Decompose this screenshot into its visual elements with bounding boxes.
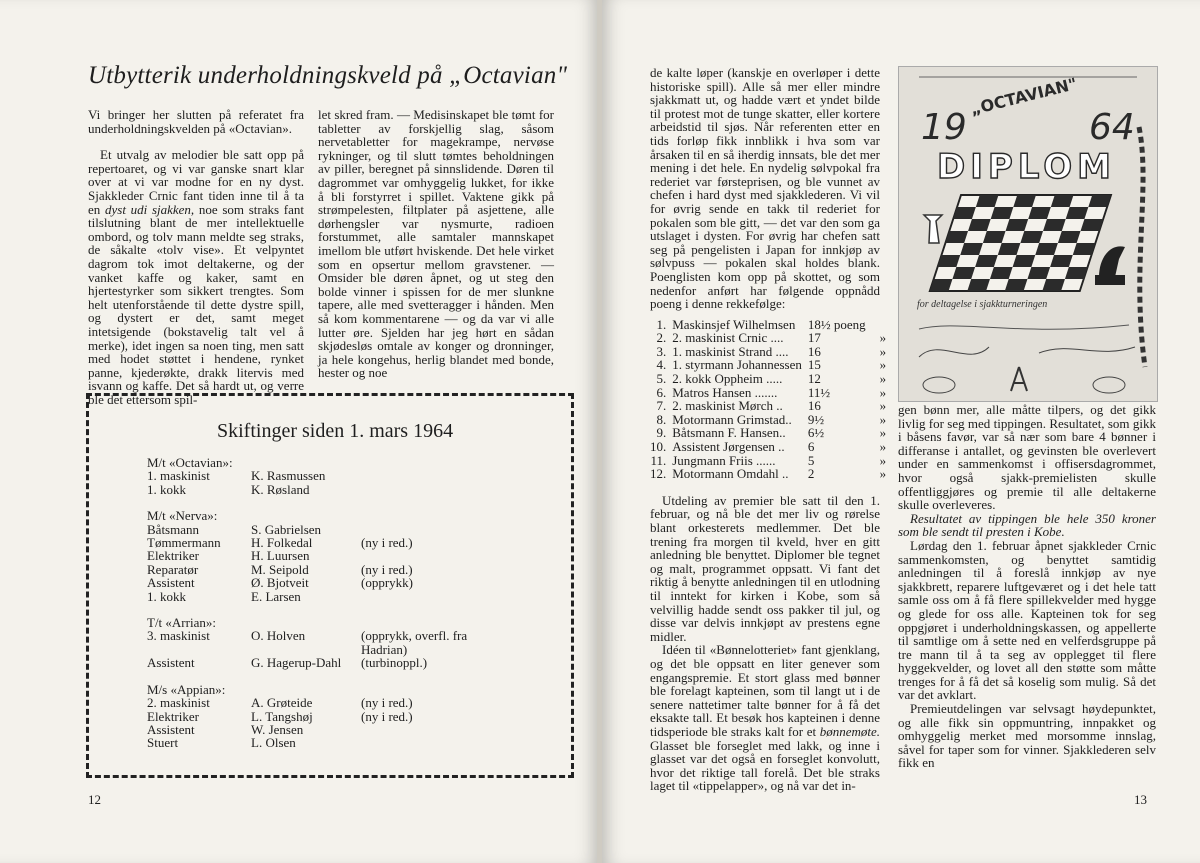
standing-rank: 2. (656, 330, 667, 346)
crew-role: Elektriker (147, 708, 199, 724)
crew-note: (turbinoppl.) (361, 655, 428, 671)
standing-points: 15 (807, 357, 821, 373)
body-paragraph: gen bønn mer, alle måtte tilpers, og det gikk livlig for seg med tippingen. Resultatet, som gikk i båsens favør, var så nær som bare 4 bønner i differanse i antallet, og gevinsten ble overlevert under en sammenkomst i offisersdagrommet, hvor også sjakk-premielisten skulle offentliggjøres og premie til alle deltakerne skulle overleveres. (898, 402, 1156, 513)
body-text: Et utvalg av melodier ble satt opp på repertoaret, og vi var ganske snart klar over at vi var modne for en ny dyst. Sjakkleder Crnic fant tiden inne til å ta en (88, 147, 304, 217)
crew-person: Ø. Bjotveit (251, 575, 309, 591)
crew-role (147, 643, 251, 656)
ship-header-row (147, 496, 467, 522)
board-square (1043, 219, 1066, 231)
crew-role: Båtsmann (147, 521, 199, 537)
standing-row (650, 426, 886, 440)
body-text: Idéen til «Bønnelotteriet» fant gjenklang, og det ble oppsatt en liter genever som engangspremie. Et stort glass med bønner ble forelagt kapteinen, som til langt ut i de senere nattetimer talte bønner for å få det eksakte tall. Et besøk hos kapteinen i denne tidsperiode ble straks kalt for et (650, 642, 880, 739)
ditto-mark (866, 318, 887, 332)
crew-changes-table (147, 456, 467, 750)
standing-row (650, 358, 886, 372)
crew-role: Assistent (147, 721, 195, 737)
standing-name: 1. maskinist Strand .... (672, 343, 789, 359)
standing-points: 16 (807, 398, 821, 414)
board-square (967, 279, 990, 291)
board-square (1013, 255, 1036, 267)
standing-name: Motormann Grimstad.. (672, 411, 792, 427)
right-column-1 (650, 65, 887, 806)
board-square (1013, 195, 1036, 207)
standing-rank: 5. (656, 371, 667, 387)
right-column-2 (898, 403, 1156, 783)
standing-rank: 12. (650, 466, 667, 482)
standing-row (650, 372, 886, 386)
board-square (930, 279, 953, 291)
board-square (1050, 255, 1073, 267)
crew-row (147, 643, 467, 656)
ditto-mark: » (879, 452, 887, 468)
standing-row (650, 386, 886, 400)
standing-rank: 9. (656, 425, 667, 441)
crew-note (361, 483, 467, 496)
page-number: 12 (88, 792, 101, 807)
crew-note (361, 549, 467, 562)
crew-row (147, 736, 467, 749)
ditto-mark: » (879, 439, 887, 455)
crew-person: H. Folkedal (251, 535, 313, 551)
crew-row (147, 563, 467, 576)
body-text: Glasset ble forseglet med lakk, og inne i glasset var det også en forseglet konvolutt, hvor det riktige tall forelå. Det ble straks laget til «tippelapper», og nå var det in- (650, 737, 880, 794)
board-square (1027, 267, 1050, 279)
standing-rank: 10. (650, 439, 667, 455)
body-paragraph (650, 643, 880, 793)
crew-changes-box (86, 393, 574, 778)
crew-person: O. Holven (251, 628, 306, 644)
ship-name: M/t «Octavian»: (147, 455, 233, 470)
ditto-mark: » (879, 384, 887, 400)
italic-phrase: dyst udi sjakken, (104, 201, 195, 217)
diploma-heading: DIPLOM (937, 147, 1116, 187)
crew-person: E. Larsen (251, 588, 301, 604)
standing-rank: 4. (656, 357, 667, 373)
board-square (1066, 207, 1089, 219)
crew-note: (ny i red.) (361, 695, 413, 711)
standing-name: Motormann Omdahl .. (672, 466, 789, 482)
crew-role: Elektriker (147, 548, 199, 564)
crew-note: (ny i red.) (361, 535, 413, 551)
standing-row (650, 318, 886, 332)
crew-note: (ny i red.) (361, 708, 413, 724)
crew-role: 1. kokk (147, 588, 186, 604)
standing-rank: 7. (656, 398, 667, 414)
crew-note: (opprykk, overfl. fra (361, 628, 468, 644)
body-paragraph: Lørdag den 1. februar åpnet sjakkleder Crnic sammenkomsten, og benyttet samtidig anledningen til å foreslå innkjøp av nye sjakkbrett, reparere luftgeværet og i det hele tatt samle oss om å få flere spillekvelder med hygge og glede for oss alle. Kapteinen tok for seg oppgjøret i underholdningskassen, og appellerte til samtlige om å sette ned en velferdsgruppe på tre mann til å ta seg av opplegget til flere hyggekvelder, og lovet all den støtte som måtte trenges for å få det så koselig som mulig. Så det var det avklart. (898, 537, 1156, 703)
crew-note: (opprykk) (361, 575, 413, 591)
ship-name: M/s «Appian»: (147, 681, 226, 697)
italic-paragraph: Resultatet av tippingen ble hele 350 kroner som ble sendt til presten i Kobe. (898, 510, 1156, 540)
crew-row (147, 536, 467, 549)
ditto-mark: » (879, 330, 887, 346)
crew-person: A. Grøteide (251, 695, 313, 711)
crew-person: K. Røsland (251, 481, 310, 497)
standing-row (650, 331, 886, 345)
board-square (1058, 231, 1081, 243)
crew-row (147, 590, 467, 603)
crew-role: Stuert (147, 735, 179, 751)
board-square (1051, 195, 1074, 207)
crew-note (361, 590, 467, 603)
crew-person: K. Rasmussen (251, 468, 326, 484)
crew-role: Reparatør (147, 561, 199, 577)
crew-role: Tømmermann (147, 535, 221, 551)
box-title: Skiftinger siden 1. mars 1964 (217, 420, 454, 442)
crew-row (147, 523, 467, 536)
board-square (1005, 279, 1028, 291)
ship-header-row (147, 603, 467, 629)
standing-name: 1. styrmann Johannessen (672, 357, 802, 373)
crew-person: L. Tangshøj (251, 708, 313, 724)
crew-row (147, 696, 467, 709)
board-square (938, 255, 961, 267)
crew-row (147, 483, 467, 496)
crew-row (147, 576, 467, 589)
diploma-ship-name: „OCTAVIAN" (968, 74, 1079, 119)
ship-header-row (147, 456, 467, 469)
crew-person: H. Luursen (251, 548, 310, 564)
ship-header-row (147, 670, 467, 696)
crew-note (361, 736, 467, 749)
standing-name: 2. maskinist Crnic .... (672, 330, 784, 346)
board-square (968, 219, 991, 231)
ditto-mark: » (879, 371, 887, 387)
standing-name: Matros Hansen ....... (672, 384, 778, 400)
standing-row (650, 413, 886, 427)
standing-points: 12 (807, 371, 821, 387)
crew-role: 2. maskinist (147, 695, 210, 711)
standing-points: 9½ (807, 411, 825, 427)
board-square (1020, 231, 1043, 243)
page-number: 13 (1134, 792, 1147, 807)
board-square (990, 267, 1013, 279)
board-square (953, 207, 976, 219)
board-square (1035, 243, 1058, 255)
standing-points: 6 (807, 439, 815, 455)
crew-note (361, 469, 467, 482)
standing-rank: 11. (650, 452, 667, 468)
crew-person: L. Olsen (251, 735, 296, 751)
board-square (1088, 195, 1111, 207)
crew-person: S. Gabrielsen (251, 521, 322, 537)
standing-points: 5 (807, 452, 815, 468)
right-page (602, 0, 1200, 863)
board-square (1028, 207, 1051, 219)
ditto-mark: » (879, 425, 887, 441)
standing-name: Jungmann Friis ...... (672, 452, 776, 468)
crew-person: G. Hagerup-Dahl (251, 655, 342, 671)
standings-table (650, 318, 886, 481)
left-page (0, 0, 598, 863)
italic-phrase: bønnemøte. (819, 723, 880, 739)
crew-person: M. Seipold (251, 561, 309, 577)
standing-rank: 3. (656, 343, 667, 359)
board-square (1006, 219, 1029, 231)
crew-row (147, 723, 467, 736)
body-paragraph: Premieutdelingen var selvsagt høydepunktet, og alle fikk sin oppmuntring, innpakket og omhyggelig merket med morsomme innslag, såvel for taper som for vinner. Sjakklederen selv fikk en (898, 701, 1156, 771)
intro-paragraph: Vi bringer her slutten på referatet fra underholdningskvelden på «Octavian». (88, 107, 304, 136)
standing-points: 17 (807, 330, 821, 346)
standing-name: Maskinsjef Wilhelmsen (672, 316, 796, 332)
board-square (1081, 219, 1104, 231)
standing-name: Båtsmann F. Hansen.. (672, 425, 786, 441)
crew-person: W. Jensen (251, 721, 304, 737)
standing-name: 2. maskinist Mørch .. (672, 398, 783, 414)
board-square (945, 231, 968, 243)
standing-rank: 6. (656, 384, 667, 400)
crew-note (361, 723, 467, 736)
crew-row (147, 549, 467, 562)
standing-row (650, 440, 886, 454)
crew-row (147, 656, 467, 669)
body-paragraph: de kalte løper (kanskje en overløper i dette historiske spill). Alle så mer eller mindre sjakkmatt ut, og hadde vært et yndet bilde til protest mot de tunge skatter, eller kortere arbeidstid til sjøs. Når referenten etter en tids forløp fikk innblikk i hva som var årsaken til en så iherdig innsats, ble det mer mening i det hele. En nydelig sølvpokal fra rederiet var førsteprisen, og ble vunnet av chefen i hard dyst med sjakklederen. Vi vil for øvrig sende en takk til rederiet for pokalen som ble gitt, — det var den som ga utslaget i dysten. For øvrig har chefen satt seg på pengelisten i Japan for innkjøp av sølvpuss — pokalen skal holdes blank. Poenglisten kom opp på skottet, og som nedenfor anført har følgende oppnådd poeng i denne rekkefølge: (650, 65, 880, 312)
crew-person (251, 643, 361, 656)
diploma-caption: for deltagelse i sjakkturneringen (917, 299, 1048, 310)
ditto-mark: » (879, 357, 887, 373)
crew-row (147, 710, 467, 723)
ship-name: T/t «Arrian»: (147, 615, 216, 631)
standing-name: 2. kokk Oppheim ..... (672, 371, 783, 387)
standing-rank: 1. (656, 316, 667, 332)
standing-row (650, 399, 886, 413)
ship-name: M/t «Nerva»: (147, 508, 218, 524)
body-text: noe som straks fant tilslutning blant de mer intellektuelle ombord, og tolv mann meldte seg straks, de såkalte «tolv vise». Et velpyntet dagrom tok imot deltakerne, og der vanket kaffe og kaker, samt en hjertestyrker som sikkert trengtes. Som helt utenforstående til dette dystre spill, og dystert er det, samt meget intetsigende (bokstavelig talt vel å merke), idet ingen sa noen ting, men satt med hodet støttet i hendene, rynket panne, kjederøkte, drakk litervis med isvann og kaffe. Det så hardt ut, og verre ble det ettersom spil- (88, 201, 304, 407)
body-paragraph: let skred fram. — Medisinskapet ble tømt for tabletter av forskjellig slag, såsom nervetabletter for magekrampe, nervøse rykninger, og til slutt tømtes beholdningen av piller, beregnet på sinnslidende. Døren til dagrommet var omhyggelig lukket, for ikke å bli forstyrret i spillet. Vaktene gikk på strømpelesten, filtplater på asjettene, alle dørhengsler var nysmurte, radioen forstummet, alle samtaler mannskapet imellom ble utført hviskende. Det hele virket som en opsertur mellom gravstener. — Omsider ble døren åpnet, og ut steg den bolde vinner i spissen for de mer slunkne tapere, alle med svetteragger i hånden. Men så kom kommentarene — og da var vi alle lutter øre. Sjelden har jeg hørt en sådan skjødesløs omtale av konger og dronninger, ja hele kongehus, herlig blandet med bonde, hester og noe (318, 107, 554, 381)
crew-role: 3. maskinist (147, 628, 210, 644)
left-column-1 (88, 108, 304, 419)
board-square (976, 195, 999, 207)
standing-points: 18½ poeng (807, 316, 866, 332)
board-square (975, 255, 998, 267)
board-square (1073, 243, 1096, 255)
crew-role: 1. kokk (147, 481, 186, 497)
ditto-mark: » (879, 398, 887, 414)
standing-points: 6½ (807, 425, 825, 441)
diploma-illustration (898, 66, 1158, 402)
crew-row (147, 469, 467, 482)
standing-points: 11½ (807, 384, 831, 400)
crew-row (147, 629, 467, 642)
article-title: Utbytterik underholdningskveld på „Octavian" (88, 62, 568, 89)
body-paragraph (88, 148, 304, 406)
standing-points: 2 (807, 466, 815, 482)
diploma-year-left: 19 (921, 107, 967, 148)
board-square (991, 207, 1014, 219)
standing-row (650, 454, 886, 468)
crew-note: (ny i red.) (361, 561, 413, 577)
ditto-mark: » (879, 343, 887, 359)
body-paragraph: Utdeling av premier ble satt til den 1. februar, og nå ble det mer liv og rørelse blant orkesterets medlemmer. Det ble trening fra morgen til kveld, hver en gitt anledning ble benyttet. Diplomer ble tegnet og malt, programmet oppsatt. Vi fant det riktig å benytte anledningen til en utlodning til inntekt for kirken i Kobe, som så velvillig hadde sendt oss pakker til jul, og disse var delvis innkjøpt av prestens egne midler. (650, 492, 880, 644)
standing-points: 16 (807, 343, 821, 359)
board-square (1065, 267, 1088, 279)
board-square (952, 267, 975, 279)
standing-row (650, 467, 886, 481)
left-column-2 (318, 108, 554, 393)
board-square (960, 243, 983, 255)
ditto-mark: » (879, 466, 887, 482)
standing-name: Assistent Jørgensen .. (672, 439, 785, 455)
board-square (1042, 279, 1065, 291)
standing-row (650, 345, 886, 359)
crew-role: Assistent (147, 655, 195, 671)
standing-rank: 8. (656, 411, 667, 427)
diploma-year-right: 64 (1089, 107, 1135, 148)
board-square (983, 231, 1006, 243)
ditto-mark: » (879, 411, 887, 427)
crew-role: Assistent (147, 575, 195, 591)
crew-note (361, 523, 467, 536)
crew-note: Hadrian) (361, 641, 408, 657)
crew-role: 1. maskinist (147, 468, 210, 484)
board-square (998, 243, 1021, 255)
